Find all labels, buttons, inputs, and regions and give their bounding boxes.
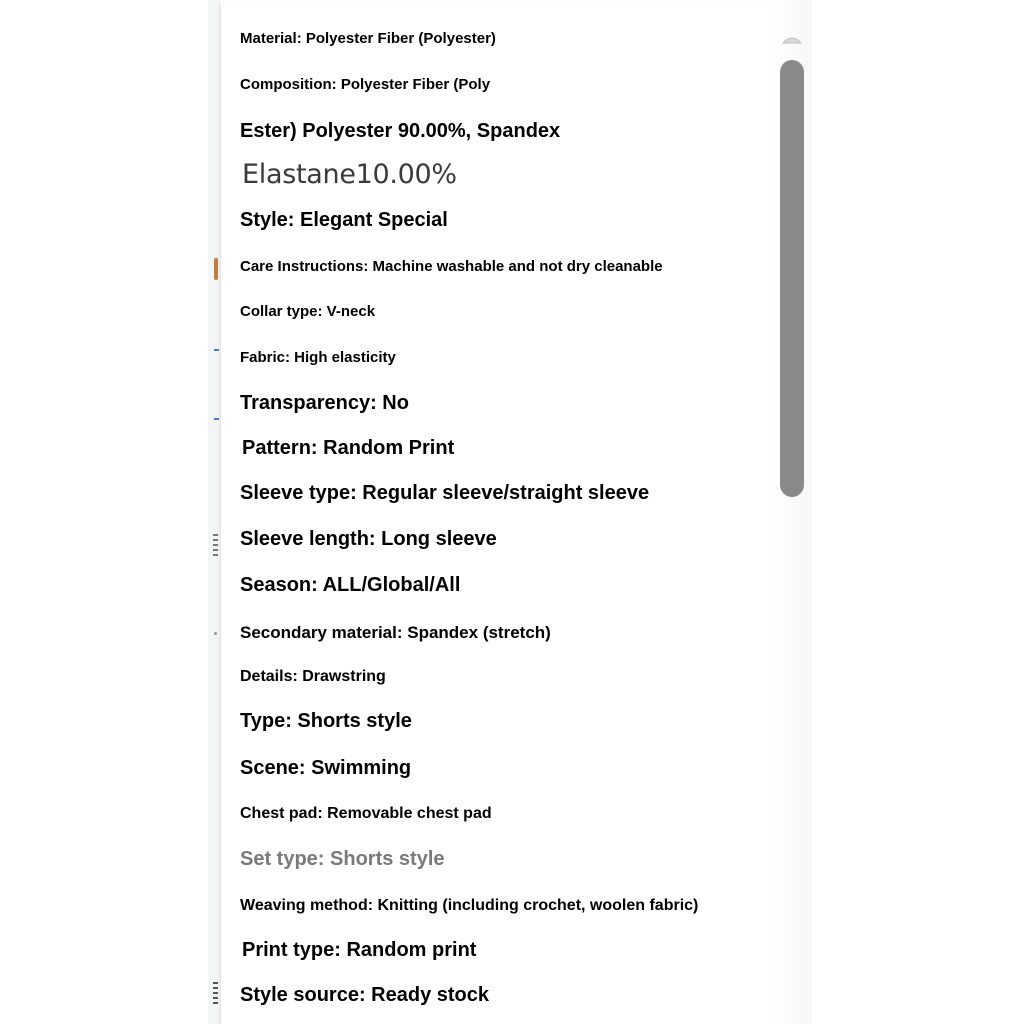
- spec-transparency: Transparency: No: [240, 392, 409, 414]
- spec-style: Style: Elegant Special: [240, 209, 448, 231]
- product-specs-panel: [220, 4, 811, 1024]
- background-window: [208, 0, 220, 1024]
- scroll-up-button[interactable]: [780, 32, 804, 46]
- spec-style-source: Style source: Ready stock: [240, 984, 489, 1006]
- spec-care-instructions: Care Instructions: Machine washable and not dry cleanable: [240, 258, 663, 275]
- chevron-up-icon: [780, 33, 804, 45]
- spec-composition: Composition: Polyester Fiber (Poly: [240, 76, 491, 93]
- spec-scene: Scene: Swimming: [240, 757, 412, 779]
- drag-handle-icon: [213, 982, 218, 1004]
- spec-type: Type: Shorts style: [240, 710, 412, 732]
- background-accent: [214, 258, 218, 280]
- spec-material: Material: Polyester Fiber (Polyester): [240, 30, 496, 47]
- spec-elastane: Elastane10.00%: [242, 159, 457, 190]
- spec-secondary-material: Secondary material: Spandex (stretch): [240, 623, 551, 642]
- drag-handle-icon: [213, 534, 218, 558]
- scrollbar-thumb[interactable]: [780, 60, 804, 497]
- spec-chest-pad: Chest pad: Removable chest pad: [240, 805, 492, 822]
- spec-sleeve-length: Sleeve length: Long sleeve: [240, 528, 497, 550]
- spec-weaving-method: Weaving method: Knitting (including crochet, woolen fabric): [240, 897, 699, 914]
- background-accent: [214, 418, 219, 420]
- background-accent: [214, 349, 219, 351]
- spec-set-type: Set type: Shorts style: [240, 848, 445, 870]
- spec-composition-continued: Ester) Polyester 90.00%, Spandex: [240, 120, 561, 142]
- spec-print-type: Print type: Random print: [242, 939, 477, 961]
- spec-sleeve-type: Sleeve type: Regular sleeve/straight sleeve: [240, 482, 650, 504]
- background-accent: [214, 632, 217, 635]
- spec-pattern: Pattern: Random Print: [242, 437, 455, 459]
- spec-details: Details: Drawstring: [240, 668, 386, 685]
- spec-collar-type: Collar type: V-neck: [240, 303, 376, 320]
- spec-season: Season: ALL/Global/All: [240, 574, 461, 596]
- spec-fabric: Fabric: High elasticity: [240, 349, 396, 366]
